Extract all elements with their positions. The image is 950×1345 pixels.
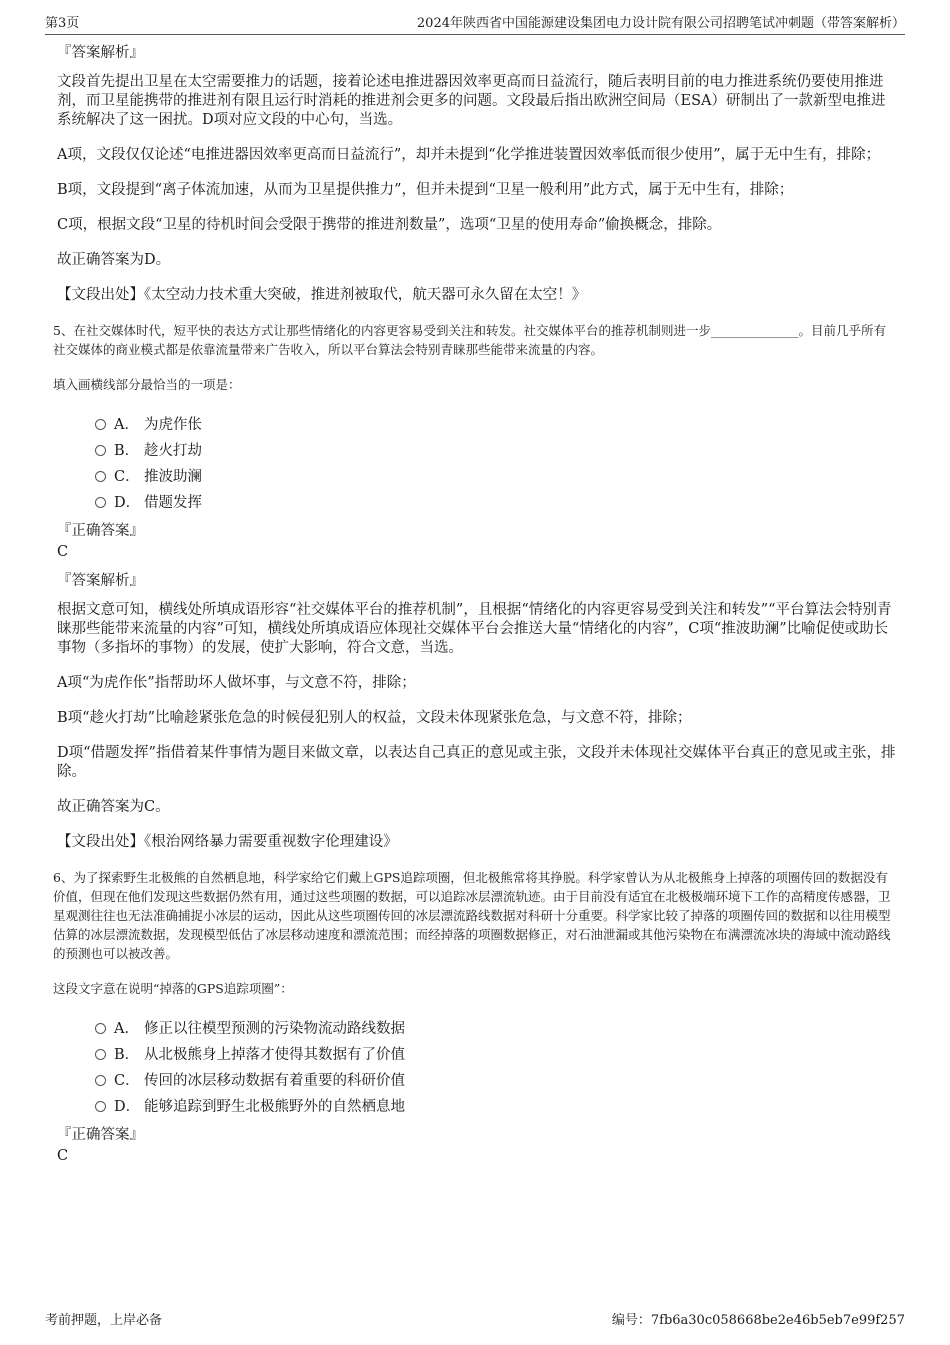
question-6-options [95,1016,897,1120]
analysis-paragraph: 根据文意可知，横线处所填成语形容“社交媒体平台的推荐机制”，且根据“情绪化的内容更容易受到关注和转发”“平台算法会特别青睐那些能带来流量的内容”可知，横线处所填成语应体现社交媒体平台会推送大量“情绪化的内容”，C项“推波助澜”比喻促使或助长事物（多指坏的事物）的发展，使扩大影响，符合文意，当选。 [57,602,892,656]
correct-answer: C [57,544,69,560]
option-b[interactable]: B． 趁火打劫 [95,438,897,464]
option-b[interactable]: B． 从北极熊身上掉落才使得其数据有了价值 [95,1042,897,1068]
radio-icon[interactable] [95,471,106,482]
analysis-conclusion: 故正确答案为D。 [57,252,171,268]
document-code [612,1311,905,1331]
question-6-text: 6、为了探索野生北极熊的自然栖息地，科学家给它们戴上GPS追踪项圈，但北极熊常将其挣脱。科学家曾认为从北极熊身上掉落的项圈传回的数据没有价值，但现在他们发现这些数据仍然有用，通过这些项圈的数据，可以追踪冰层漂流轨迹。由于目前没有适宜在北极极端环境下工作的高精度传感器，卫星观测往往也无法准确捕捉小冰层的运动，因此从这些项圈传回的冰层漂流路线数据对科研十分重要。科学家比较了掉落的项圈传回的数据和以往用模型估算的冰层漂流数据，发现模型低估了冰层移动速度和漂流范围；而经掉落的项圈数据修正，对石油泄漏或其他污染物在布满漂流冰块的海域中流动路线的预测也可以被改善。 [53,870,891,961]
analysis-paragraph: A项“为虎作伥”指帮助坏人做坏事，与文意不符，排除； [57,675,416,691]
page-number: 第3页 [45,16,80,31]
question-5-prompt: 填入画横线部分最恰当的一项是： [53,377,241,392]
correct-answer-label: 『正确答案』 [57,1127,144,1143]
analysis-label: 『答案解析』 [57,45,144,61]
radio-icon[interactable] [95,445,106,456]
radio-icon[interactable] [95,497,106,508]
analysis-paragraph: C项，根据文段“卫星的待机时间会受限于携带的推进剂数量”，选项“卫星的使用寿命”偷换概念，排除。 [57,217,722,233]
radio-icon[interactable] [95,1075,106,1086]
question-5-text: 5、在社交媒体时代，短平快的表达方式让那些情绪化的内容更容易受到关注和转发。社交媒体平台的推荐机制则进一步______________。目前几乎所有社交媒体的商业模式都是依靠流量带来广告收入，所以平台算法会特别青睐那些能带来流量的内容。 [53,323,886,357]
analysis-paragraph: D项“借题发挥”指借着某件事情为题目来做文章，以表达自己真正的意见或主张，文段并未体现社交媒体平台真正的意见或主张，排除。 [57,745,896,780]
document-title: 2024年陕西省中国能源建设集团电力设计院有限公司招聘笔试冲刺题（带答案解析） [416,16,905,31]
option-c[interactable]: C． 推波助澜 [95,464,897,490]
correct-answer-label: 『正确答案』 [57,523,144,539]
page-content [53,44,897,1176]
footer-slogan: 考前押题，上岸必备 [45,1313,163,1328]
code-value: 7fb6a30c058668be2e46b5eb7e99f257 [650,1313,905,1328]
question-6-prompt: 这段文字意在说明“掉落的GPS追踪项圈”： [53,981,293,996]
analysis-paragraph: B项，文段提到“离子体流加速，从而为卫星提供推力”，但并未提到“卫星一般利用”此方式，属于无中生有，排除； [57,182,794,198]
correct-answer: C [57,1148,69,1164]
option-c[interactable]: C． 传回的冰层移动数据有着重要的科研价值 [95,1068,897,1094]
option-a[interactable]: A． 为虎作伥 [95,412,897,438]
analysis-label: 『答案解析』 [57,573,144,589]
source-citation: 【文段出处】《太空动力技术重大突破，推进剂被取代，航天器可永久留在太空！》 [57,287,587,303]
radio-icon[interactable] [95,1023,106,1034]
analysis-conclusion: 故正确答案为C。 [57,799,170,815]
radio-icon[interactable] [95,1049,106,1060]
analysis-paragraph: B项“趁火打劫”比喻趁紧张危急的时候侵犯别人的权益，文段未体现紧张危急，与文意不符，排除； [57,710,692,726]
question-5-options [95,412,897,516]
analysis-paragraph: A项，文段仅仅论述“电推进器因效率更高而日益流行”，却并未提到“化学推进装置因效率低而很少使用”，属于无中生有，排除； [57,147,881,163]
source-citation: 【文段出处】《根治网络暴力需要重视数字伦理建设》 [57,834,398,850]
option-d[interactable]: D． 借题发挥 [95,490,897,516]
option-a[interactable]: A． 修正以往模型预测的污染物流动路线数据 [95,1016,897,1042]
code-label: 编号： [611,1313,651,1328]
radio-icon[interactable] [95,419,106,430]
radio-icon[interactable] [95,1101,106,1112]
option-d[interactable]: D． 能够追踪到野生北极熊野外的自然栖息地 [95,1094,897,1120]
analysis-paragraph: 文段首先提出卫星在太空需要推力的话题，接着论述电推进器因效率更高而日益流行，随后表明目前的电力推进系统仍要使用推进剂，而卫星能携带的推进剂有限且运行时消耗的推进剂会更多的问题。文段最后指出欧洲空间局（ESA）研制出了一款新型电推进系统解决了这一困扰。D项对应文段的中心句，当选。 [57,74,886,128]
page-header [45,12,905,35]
